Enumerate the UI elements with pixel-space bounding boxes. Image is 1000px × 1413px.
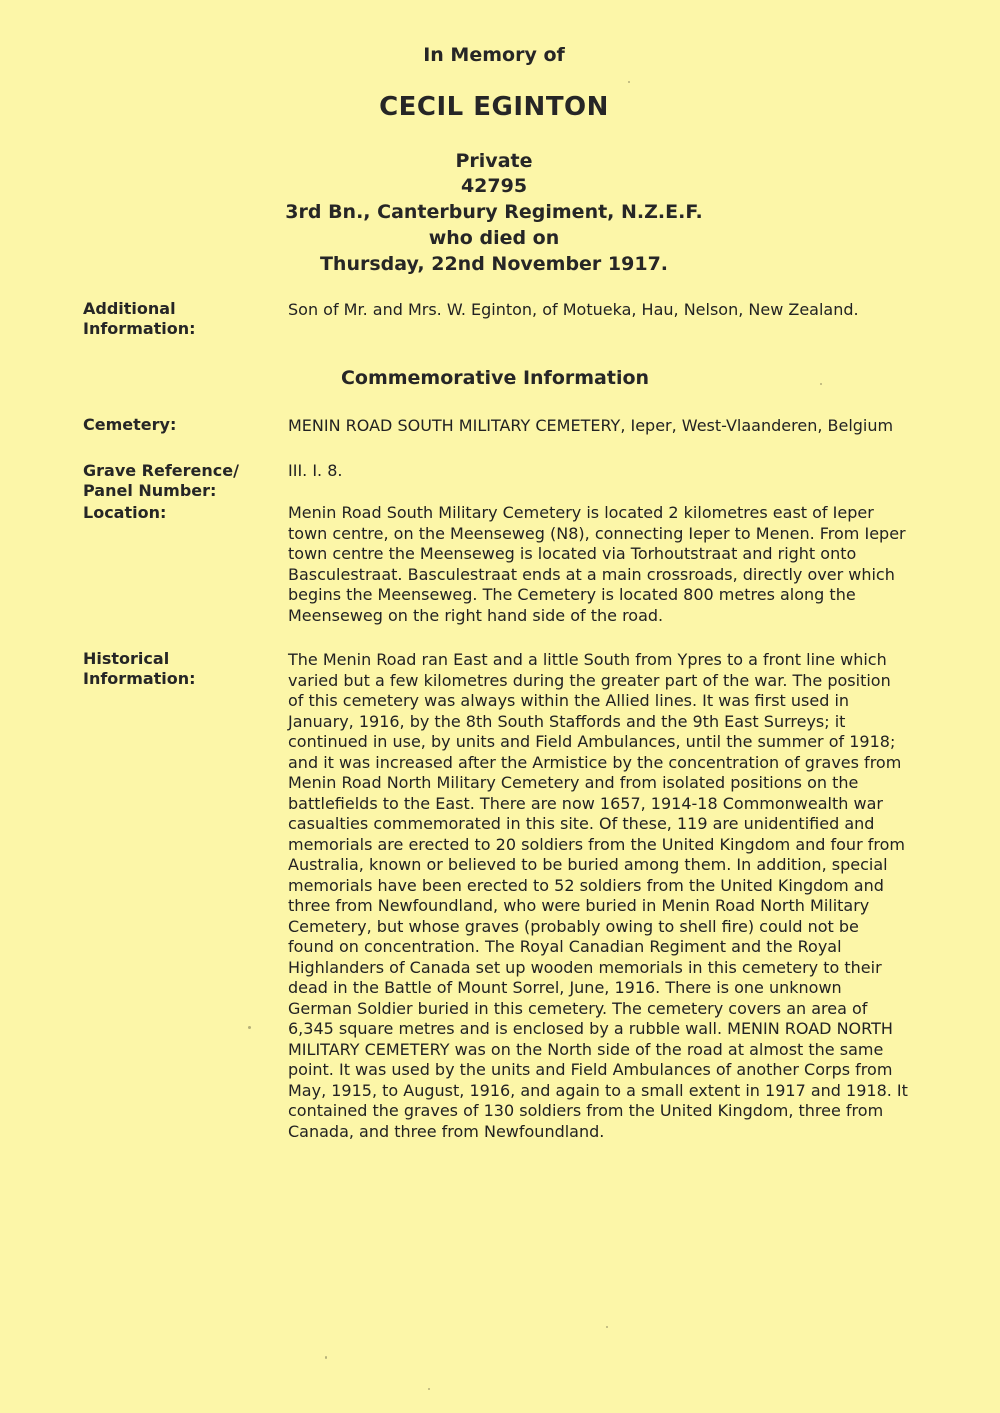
historical-info-value: The Menin Road ran East and a little South from Ypres to a front line which varied but a few kilometres during the greater part of the war. The position of this cemetery was always within the Allied lines. It was first used in January, 1916, by the 8th South Staffords and the 9th East Surreys; it continued in use, by units and Field Ambulances, until the summer of 1918; and it was increased after the Armistice by the concentration of graves from Menin Road North Military Cemetery and from isolated positions on the battlefields to the East. There are now 1657, 1914-18 Commonwealth war casualties commemorated in this site. Of these, 119 are unidentified and memorials are erected to 20 soldiers from the United Kingdom and four from Australia, known or believed to be buried among them. In addition, special memorials have been erected to 52 soldiers from the United Kingdom and three from Newfoundland, who were buried in Menin Road North Military Cemetery, but whose graves (probably owing to shell fire) could not be found on concentration. The Royal Canadian Regiment and the Royal Highlanders of Canada set up wooden memorials in this cemetery to their dead in the Battle of Mount Sorrel, June, 1916. There is one unknown German Soldier buried in this cemetery. The cemetery covers an area of 6,345 square metres and is enclosed by a rubble wall. MENIN ROAD NORTH MILITARY CEMETERY was on the North side of the road at almost the same point. It was used by the units and Field Ambulances of another Corps from May, 1915, to August, 1916, and again to a small extent in 1917 and 1918. It contained the graves of 130 soldiers from the United Kingdom, three from Canada, and three from Newfoundland.: [288, 650, 908, 1141]
location-value: Menin Road South Military Cemetery is located 2 kilometres east of Ieper town centre, on the Meenseweg (N8), connecting Ieper to Menen. From Ieper town centre the Meenseweg is located via Torhoutstraat and right onto Basculestraat. Basculestraat ends at a main crossroads, directly over which begins the Meenseweg. The Cemetery is located 800 metres along the Meenseweg on the right hand side of the road.: [288, 503, 906, 625]
cemetery-value: MENIN ROAD SOUTH MILITARY CEMETERY, Ieper, West-Vlaanderen, Belgium: [288, 416, 894, 435]
commemorative-heading: Commemorative Information: [340, 367, 650, 389]
grave-reference-label: Grave Reference/ Panel Number:: [83, 461, 239, 500]
memory-heading: In Memory of: [423, 44, 565, 66]
scan-speck: [628, 81, 630, 83]
scan-speck: [820, 383, 822, 385]
soldier-name: CECIL EGINTON: [379, 92, 609, 122]
rank: Private: [455, 150, 533, 172]
scan-speck: [606, 1326, 608, 1328]
location-label: Location:: [83, 503, 167, 522]
additional-info-label: Additional Information:: [83, 299, 196, 338]
died-line: who died on: [428, 227, 560, 249]
scan-speck: [248, 1026, 251, 1029]
scan-speck: [325, 1356, 327, 1359]
grave-reference-value: III. I. 8.: [288, 461, 343, 480]
historical-info-label: Historical Information:: [83, 649, 196, 688]
additional-info-value: Son of Mr. and Mrs. W. Eginton, of Motueka, Hau, Nelson, New Zealand.: [288, 300, 859, 319]
death-date: Thursday, 22nd November 1917.: [319, 253, 669, 275]
cemetery-label: Cemetery:: [83, 415, 177, 434]
scan-speck: [428, 1388, 430, 1390]
unit: 3rd Bn., Canterbury Regiment, N.Z.E.F.: [285, 201, 703, 223]
service-number: 42795: [460, 175, 528, 197]
